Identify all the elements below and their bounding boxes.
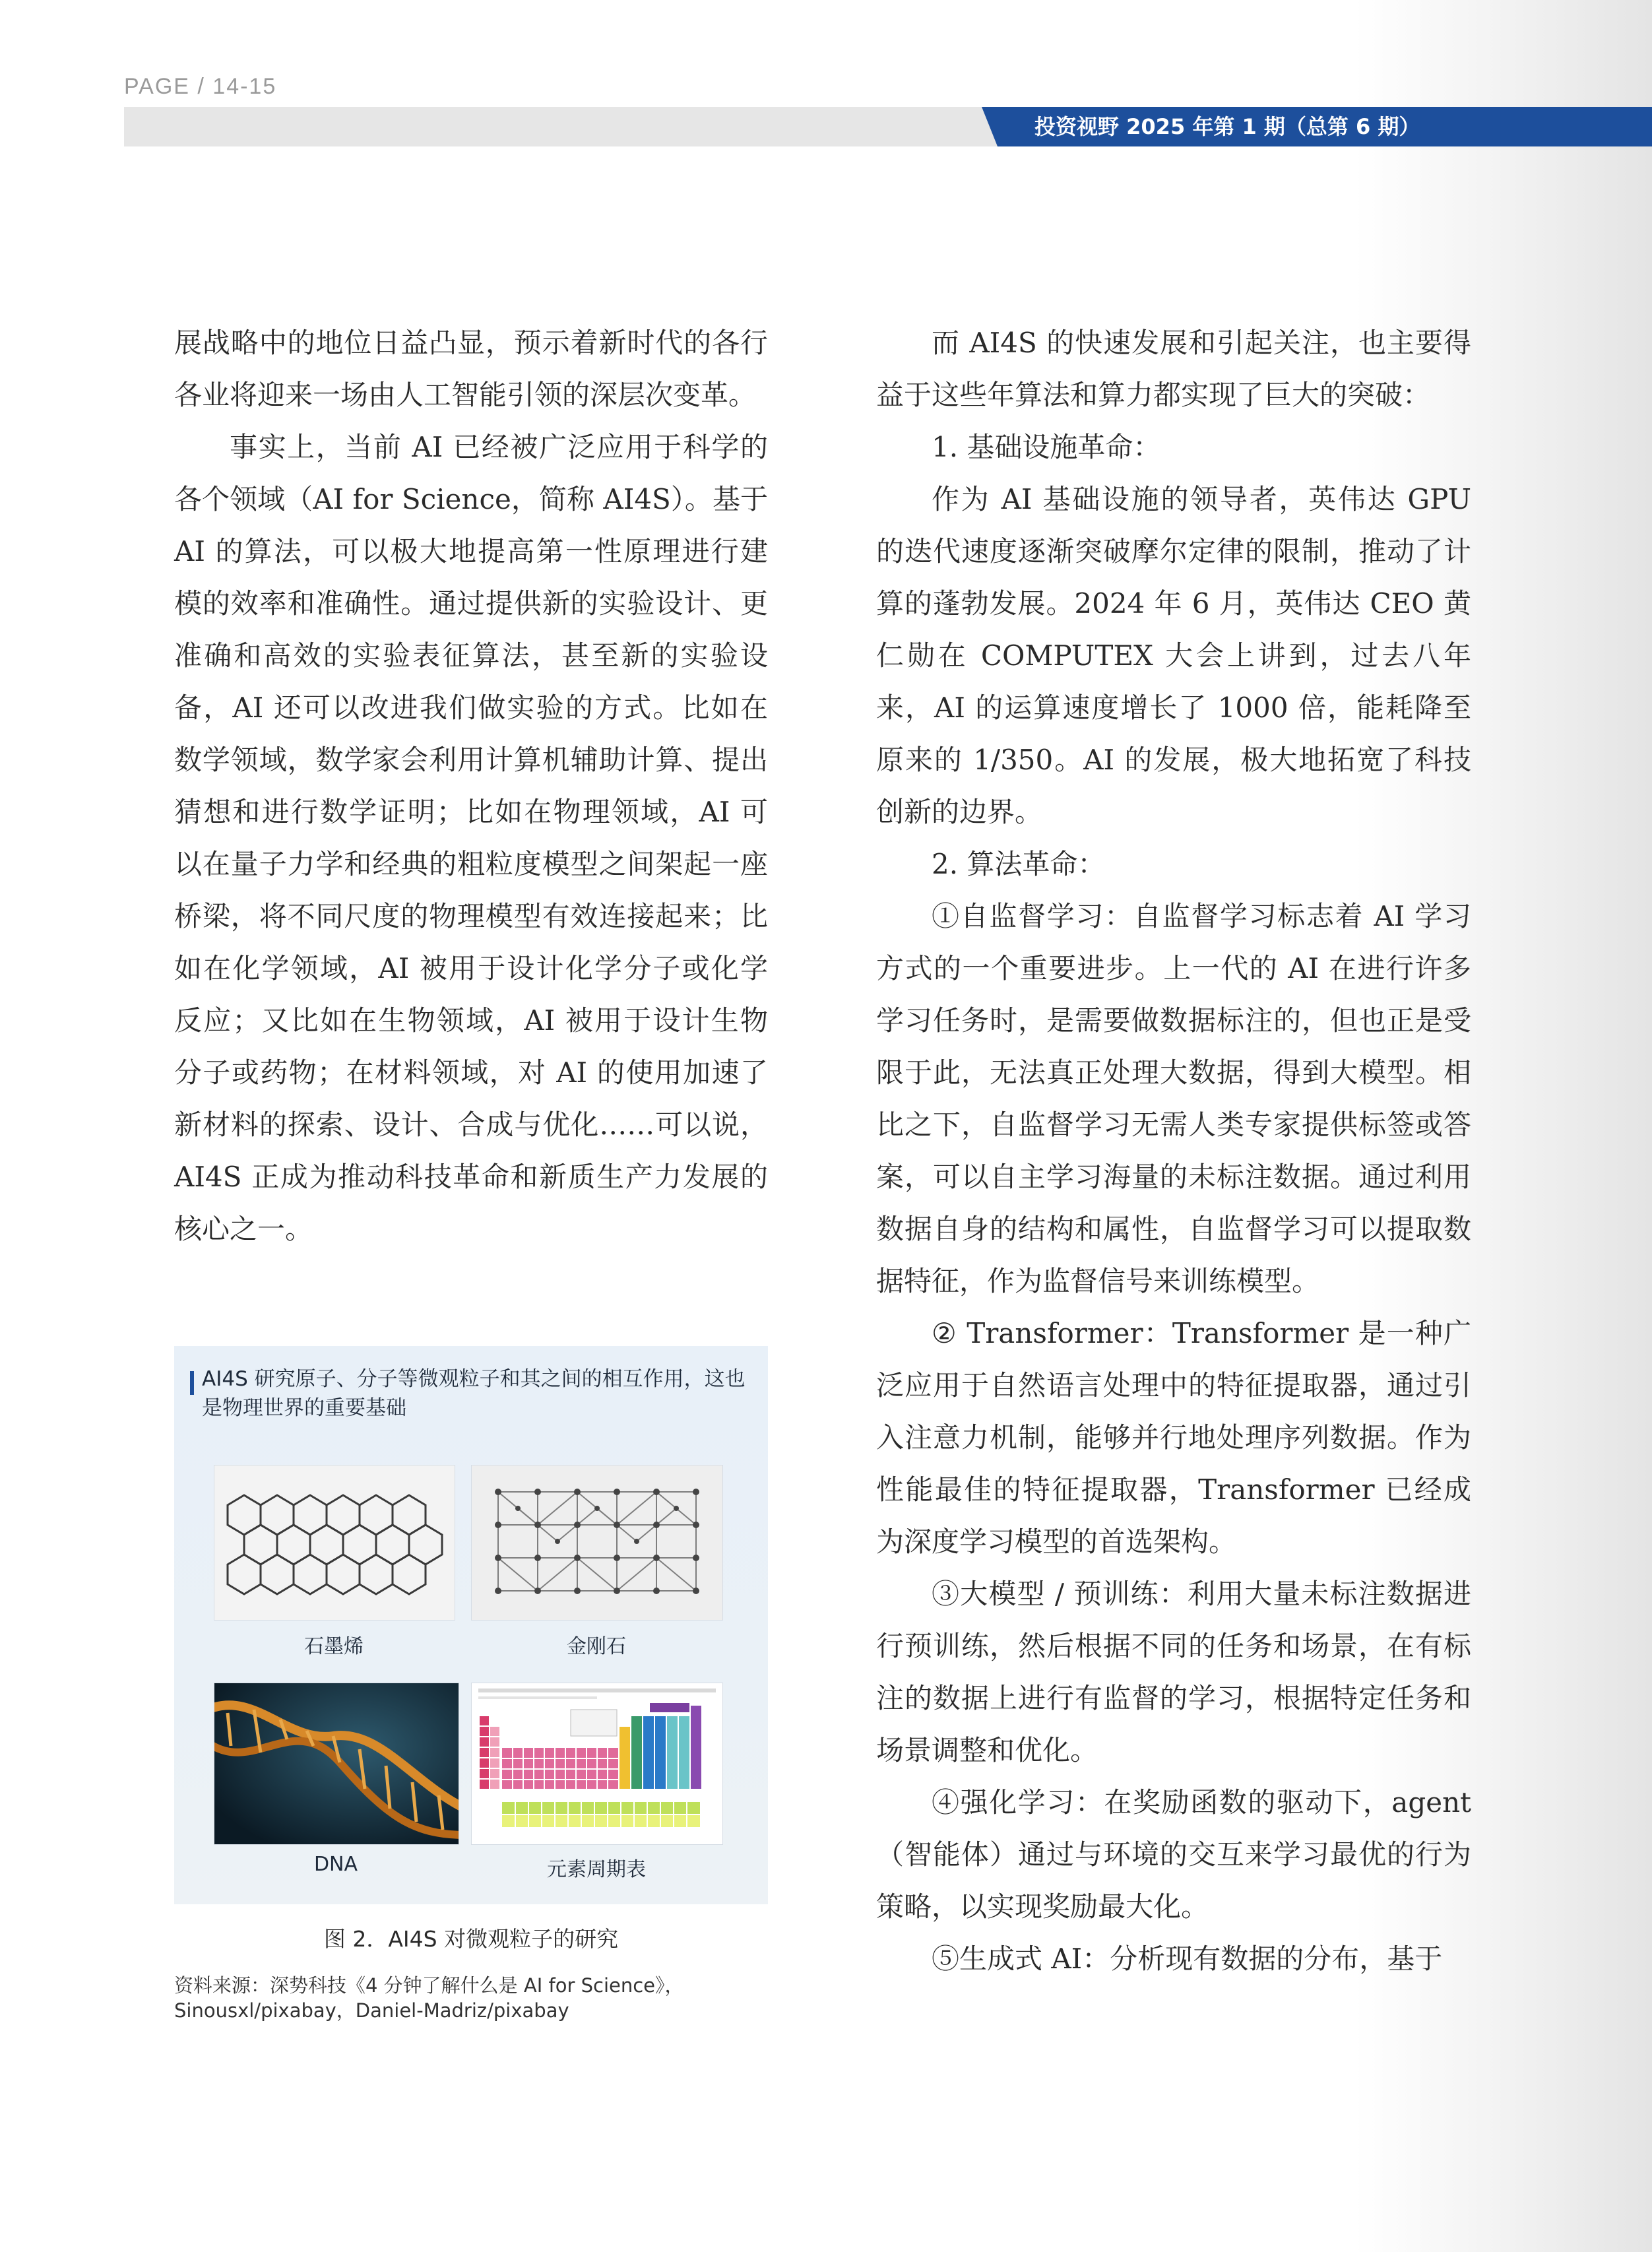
paragraph: ③大模型 / 预训练：利用大量未标注数据进行预训练，然后根据不同的任务和场景，在有标注的数据上进行有监督的学习，根据特定任务和场景调整和优化。 [876,1578,1471,1766]
figure-panel [174,1346,768,1904]
paragraph: 而 AI4S 的快速发展和引起关注，也主要得益于这些年算法和算力都实现了巨大的突破： [876,327,1471,411]
diamond-image [471,1465,723,1621]
paragraph: 展战略中的地位日益凸显，预示着新时代的各行各业将迎来一场由人工智能引领的深层次变革。 [174,327,768,411]
section-heading: 1. 基础设施革命： [932,431,1161,463]
graphene-image [214,1465,455,1621]
paragraph: ④强化学习：在奖励函数的驱动下，agent（智能体）通过与环境的交互来学习最优的行为策略，以实现奖励最大化。 [876,1786,1471,1923]
periodic-table-image [471,1683,723,1845]
figure-source: 资料来源：深势科技《4 分钟了解什么是 AI for Science》，Sinousxl/pixabay，Daniel-Madriz/pixabay [174,1974,684,2022]
caption-accent-bar [190,1371,194,1395]
paragraph: 作为 AI 基础设施的领导者，英伟达 GPU 的迭代速度逐渐突破摩尔定律的限制，推动了计算的蓬勃发展。2024 年 6 月，英伟达 CEO 黄仁勋在 COMPUTEX 大会上讲到，过去八年来，AI 的运算速度增长了 1000 倍，能耗降至原来的 1/350。AI 的发展，极大地拓宽了科技创新的边界。 [876,483,1471,828]
header-bar [124,107,1015,146]
periodic-table-label: 元素周期表 [547,1858,646,1881]
paragraph: 事实上，当前 AI 已经被广泛应用于科学的各个领域（AI for Science，简称 AI4S）。基于 AI 的算法，可以极大地提高第一性原理进行建模的效率和准确性。通过提供新的实验设计、更准确和高效的实验表征算法，甚至新的实验设备，AI 还可以改进我们做实验的方式。比如在数学领域，数学家会利用计算机辅助计算、提出猜想和进行数学证明；比如在物理领域，AI 可以在量子力学和经典的粗粒度模型之间架起一座桥梁，将不同尺度的物理模型有效连接起来；比如在化学领域，AI 被用于设计化学分子或化学反应；又比如在生物领域，AI 被用于设计生物分子或药物；在材料领域，对 AI 的使用加速了新材料的探索、设计、合成与优化……可以说，AI4S 正成为推动科技革命和新质生产力发展的核心之一。 [174,431,768,1245]
right-column [876,317,1471,1985]
section-heading: 2. 算法革命： [932,848,1106,880]
paragraph: ② Transformer：Transformer 是一种广泛应用于自然语言处理中的特征提取器，通过引入注意力机制，能够并行地处理序列数据。作为性能最佳的特征提取器，Transformer 已经成为深度学习模型的首选架构。 [876,1317,1471,1558]
figure-caption: AI4S 研究原子、分子等微观粒子和其之间的相互作用，这也是物理世界的重要基础 [202,1367,746,1420]
paragraph: ①自监督学习：自监督学习标志着 AI 学习方式的一个重要进步。上一代的 AI 在进行许多学习任务时，是需要做数据标注的，但也正是受限于此，无法真正处理大数据，得到大模型。相比之下，自监督学习无需人类专家提供标签或答案，可以自主学习海量的未标注数据。通过利用数据自身的结构和属性，自监督学习可以提取数据特征，作为监督信号来训练模型。 [876,900,1471,1297]
dna-label: DNA [313,1853,358,1876]
publication-issue-title: 投资视野 2025 年第 1 期（总第 6 期） [1034,114,1420,139]
paragraph: ⑤生成式 AI：分析现有数据的分布，基于 [932,1943,1443,1975]
page-number-label: PAGE / 14-15 [124,74,277,99]
figure-title: 图 2．AI4S 对微观粒子的研究 [323,1926,619,1952]
graphene-label: 石墨烯 [304,1635,364,1658]
dna-image [214,1683,459,1845]
diamond-label: 金刚石 [567,1635,626,1658]
left-column [174,317,768,1255]
